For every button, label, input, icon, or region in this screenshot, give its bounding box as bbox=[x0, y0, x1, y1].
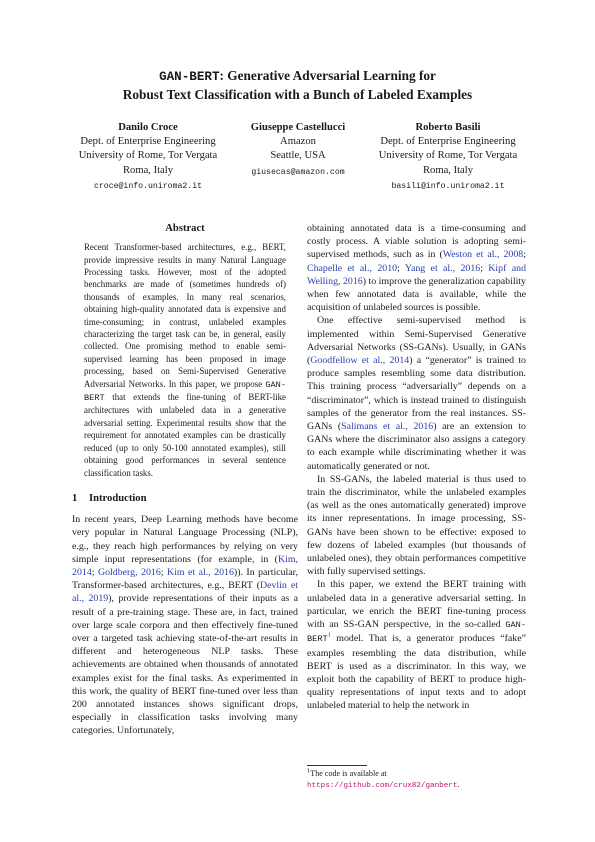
body-paragraph: In this paper, we extend the BERT training with unlabeled data in a generative adversarial setting. In particular, we enrich the BERT fine-tuning process with an SS-GAN perspective, in the so-called GAN-BERT$^1$ model. That is, a generator produces “fake” examples resembling the data distribution, while BERT is used as a discriminator. In this way, we exploit both the capability of BERT to produce high-quality representations of input texts and to adopt unlabeled material to help the network in bbox=[307, 579, 526, 712]
author-email[interactable]: basili@info.uniroma2.it bbox=[391, 181, 505, 191]
code-url-link[interactable]: https://github.com/crux82/ganbert bbox=[307, 782, 458, 790]
citation-link[interactable]: Weston et al., 2008 bbox=[442, 249, 524, 261]
citation-link[interactable]: Kipf and Welling, 2016 bbox=[307, 262, 527, 287]
author-email[interactable]: croce@info.uniroma2.it bbox=[93, 181, 203, 191]
author-block-2 bbox=[228, 121, 368, 180]
intro-paragraph: In recent years, Deep Learning methods have become very popular in Natural Language Processing (NLP), e.g., they reach high performances by relying on very simple input representations (for example, in (Kim, 2014; Goldberg, 2016; Kim et al., 2016)). In particular, Transformer-based architectures, e.g., BERT (Devlin et al., 2019), provide representations of their inputs as a result of a pre-training stage. These are, in fact, trained over large scale corpora and then effectively fine-tuned over a targeted task achieving state-of-the-art results in different and heterogeneous NLP tasks. These achievements are obtained when thousands of annotated examples exist for the final tasks. As experimented in this work, the quality of BERT fine-tuned over less than 200 annotated instances shows significant drops, especially in classification tasks involving many categories. Unfortunately, bbox=[72, 514, 299, 737]
citation-link[interactable]: Kim et al., 2016 bbox=[167, 566, 234, 578]
abstract-heading: Abstract bbox=[165, 223, 205, 234]
citation-link[interactable]: Salimans et al., 2016 bbox=[341, 421, 434, 433]
author-affiliation: Amazon bbox=[280, 136, 316, 148]
paper-title bbox=[0, 67, 595, 103]
section-heading bbox=[72, 492, 298, 505]
footnote: $^1$The code is available at https://github.com/crux82/ganbert. bbox=[307, 767, 460, 790]
citation-link[interactable]: Kim, 2014 bbox=[72, 553, 298, 578]
author-affiliation: Dept. of Enterprise Engineering bbox=[380, 136, 516, 148]
footnote-marker[interactable]: 1 bbox=[327, 632, 331, 639]
abstract-body bbox=[84, 241, 286, 479]
section-number: 1 bbox=[72, 492, 78, 504]
title-model-name: GAN-BERT bbox=[159, 70, 220, 84]
footnote-divider bbox=[307, 765, 367, 766]
citation-link[interactable]: Chapelle et al., 2010 bbox=[307, 262, 398, 274]
author-email[interactable]: giusecas@amazon.com bbox=[251, 167, 345, 177]
author-affiliation: Roma, Italy bbox=[422, 164, 473, 176]
author-block-3 bbox=[358, 121, 538, 194]
author-affiliation: University of Rome, Tor Vergata bbox=[78, 150, 218, 162]
model-name: GAN-BERT bbox=[307, 620, 526, 645]
section-title: Introduction bbox=[89, 492, 147, 504]
author-name: Danilo Croce bbox=[118, 122, 178, 133]
title-line-1: GAN-BERT: Generative Adversarial Learning for bbox=[159, 68, 436, 84]
left-column bbox=[72, 222, 298, 738]
author-affiliation: University of Rome, Tor Vergata bbox=[378, 150, 518, 162]
author-affiliation: Seattle, USA bbox=[270, 150, 326, 162]
body-paragraph: obtaining annotated data is a time-consuming and costly process. A viable solution is adopting semi-supervised methods, such as in (Weston et al., 2008; Chapelle et al., 2010; Yang et al., 2016; Kipf and Welling, 2016) to improve the generalization capability when few annotated data is available, while the acquisition of unlabeled sources is possible. bbox=[307, 223, 527, 314]
author-name: Giuseppe Castellucci bbox=[250, 122, 346, 133]
citation-link[interactable]: Devlin et al., 2019 bbox=[72, 580, 298, 605]
citation-link[interactable]: Goodfellow et al., 2014 bbox=[310, 355, 410, 367]
author-affiliation: Roma, Italy bbox=[122, 164, 173, 176]
body-paragraph: In SS-GANs, the labeled material is thus used to train the discriminator, while the unlabeled examples (as well as the ones automatically generated) improve its inner representations. In image processing, SS-GANs have been shown to be effective: exposed to few dozens of labeled examples (but thousands of unlabeled ones), they obtain performances competitive with fully supervised settings. bbox=[307, 473, 526, 578]
author-name: Roberto Basili bbox=[415, 122, 481, 133]
footnote-number: 1 bbox=[307, 767, 311, 775]
body-paragraph: One effective semi-supervised method is implemented within Semi-Supervised Generative Adversarial Networks (SS-GANs). Usually, in GANs (Goodfellow et al., 2014) a “generator” is trained to produce samples resembling some data distribution. This training process “adversarially” depends on a “discriminator”, which is instead trained to distinguish samples of the generator from the real instances. SS-GANs (Salimans et al., 2016) are an extension to GANs where the discriminator also assigns a category to each example while discriminating whether it was automatically generated or not. bbox=[307, 315, 526, 472]
author-block-1 bbox=[58, 121, 238, 194]
citation-link[interactable]: Goldberg, 2016 bbox=[97, 566, 161, 578]
model-name: GAN-BERT bbox=[84, 379, 286, 404]
citation-link[interactable]: Yang et al., 2016 bbox=[404, 262, 481, 274]
title-line-2: Robust Text Classification with a Bunch of Labeled Examples bbox=[122, 87, 473, 102]
right-column bbox=[307, 222, 526, 713]
author-affiliation: Dept. of Enterprise Engineering bbox=[80, 136, 216, 148]
abstract-paragraph: Recent Transformer-based architectures, e.g., BERT, provide impressive results in many Natural Language Processing tasks. However, most of the adopted benchmarks are made of (sometimes hundreds of) thousands of examples. In many real scenarios, obtaining high-quality annotated data is expensive and time-consuming; in contrast, unlabeled examples characterizing the target task can be, in general, easily collected. One promising method to enable semi-supervised learning has been proposed in image processing, based on Semi-Supervised Generative Adversarial Networks. In this paper, we propose GAN-BERT that extends the fine-tuning of BERT-like architectures with unlabeled data in a generative adversarial setting. Experimental results show that the requirement for annotated examples can be drastically reduced (up to only 50-100 annotated examples), still obtaining good performances in several sentence classification tasks. bbox=[84, 242, 286, 478]
